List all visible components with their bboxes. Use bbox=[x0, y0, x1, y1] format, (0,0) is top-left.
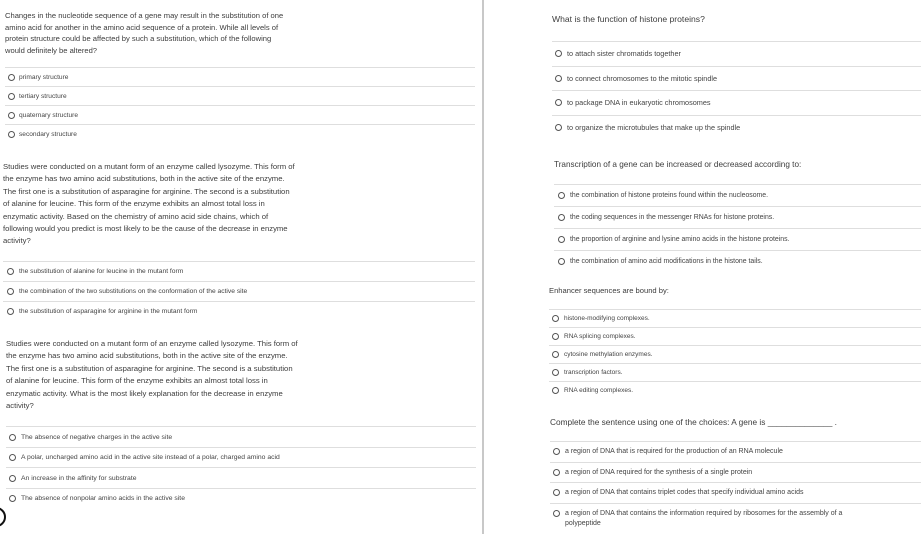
option-label: the combination of the two substitutions on the conformation of the active site bbox=[19, 287, 248, 295]
radio-button[interactable] bbox=[555, 124, 562, 131]
answer-option[interactable] bbox=[552, 90, 921, 115]
radio-button[interactable] bbox=[552, 387, 559, 394]
radio-button[interactable] bbox=[552, 315, 559, 322]
option-label: a region of DNA that contains triplet codes that specify individual amino acids bbox=[565, 489, 804, 497]
option-label: to organize the microtubules that make up the spindle bbox=[567, 122, 741, 132]
radio-button[interactable] bbox=[553, 448, 560, 455]
answer-option[interactable] bbox=[5, 124, 475, 143]
answer-option[interactable] bbox=[554, 250, 921, 272]
answer-option[interactable] bbox=[552, 115, 921, 140]
question-block bbox=[550, 416, 921, 531]
radio-button[interactable] bbox=[555, 50, 562, 57]
question-block bbox=[554, 159, 921, 272]
option-label: transcription factors. bbox=[564, 369, 623, 376]
option-label: the combination of histone proteins found within the nucleosome. bbox=[570, 192, 769, 199]
radio-button[interactable] bbox=[9, 495, 16, 502]
radio-button[interactable] bbox=[553, 510, 560, 517]
options-list bbox=[554, 184, 921, 272]
option-label: a region of DNA required for the synthesis of a single protein bbox=[565, 468, 753, 476]
option-label: A polar, uncharged amino acid in the active site instead of a polar, charged amino acid bbox=[21, 454, 280, 462]
question-block bbox=[5, 10, 475, 143]
option-label: RNA splicing complexes. bbox=[564, 333, 636, 340]
radio-button[interactable] bbox=[7, 268, 14, 275]
question-text: Complete the sentence using one of the choices: A gene is ______________ . bbox=[550, 417, 837, 427]
option-label: histone-modifying complexes. bbox=[564, 315, 650, 322]
right-column bbox=[484, 0, 921, 534]
option-label: to attach sister chromatids together bbox=[567, 49, 681, 59]
option-label: to package DNA in eukaryotic chromosomes bbox=[567, 98, 711, 108]
option-label: to connect chromosomes to the mitotic spindle bbox=[567, 73, 718, 83]
question-block bbox=[549, 285, 921, 399]
answer-option[interactable] bbox=[5, 86, 475, 105]
radio-button[interactable] bbox=[8, 74, 15, 81]
question-text: Changes in the nucleotide sequence of a gene may result in the substitution of one amino acid for another in the amino acid sequence of a protein. While all levels of protein structure could be affected by such a substitution, which of the following would definitely be altered? bbox=[5, 11, 284, 55]
radio-button[interactable] bbox=[558, 192, 565, 199]
answer-option[interactable] bbox=[552, 66, 921, 91]
radio-button[interactable] bbox=[9, 434, 16, 441]
question-text: Transcription of a gene can be increased or decreased according to: bbox=[554, 160, 802, 169]
option-label: a region of DNA that is required for the production of an RNA molecule bbox=[565, 448, 783, 456]
option-label: a region of DNA that contains the information required by ribosomes for the assembly of a polypeptide bbox=[565, 509, 843, 527]
question-text: Studies were conducted on a mutant form of an enzyme called lysozyme. This form of the enzyme has two amino acid substitutions, both in the active site of the enzyme. The first one is a substitution of asparagine for arginine. The second is a substitution of alanine for leucine. This form of the enzyme exhibits an almost total loss in enzymatic activity. What is the most likely explanation for the decrease in enzyme activity? bbox=[6, 339, 298, 411]
answer-option[interactable] bbox=[549, 345, 921, 363]
answer-option[interactable] bbox=[6, 426, 476, 447]
answer-option[interactable] bbox=[5, 105, 475, 124]
radio-button[interactable] bbox=[552, 369, 559, 376]
question-block bbox=[3, 161, 475, 321]
answer-option[interactable] bbox=[6, 488, 476, 509]
answer-option[interactable] bbox=[549, 363, 921, 381]
radio-button[interactable] bbox=[558, 236, 565, 243]
answer-option[interactable] bbox=[550, 441, 921, 462]
radio-button[interactable] bbox=[558, 214, 565, 221]
option-label: the coding sequences in the messenger RNAs for histone proteins. bbox=[570, 214, 775, 221]
answer-option[interactable] bbox=[550, 482, 921, 503]
radio-button[interactable] bbox=[552, 351, 559, 358]
option-label: cytosine methylation enzymes. bbox=[564, 351, 653, 358]
question-text: Studies were conducted on a mutant form of an enzyme called lysozyme. This form of the enzyme has two amino acid substitutions, both in the active site of the enzyme. The first one is a substitution of asparagine for arginine. The second is a substitution of alanine for leucine. This form of the enzyme exhibits an almost total loss in enzymatic activity. Based on the chemistry of amino acid side chains, which of following would you predict is most likely to be the cause of the decrease in enzyme activity? bbox=[3, 162, 295, 246]
radio-button[interactable] bbox=[9, 475, 16, 482]
answer-option[interactable] bbox=[6, 447, 476, 468]
option-label: An increase in the affinity for substrate bbox=[21, 474, 137, 482]
answer-option[interactable] bbox=[5, 67, 475, 86]
radio-button[interactable] bbox=[552, 333, 559, 340]
option-label: RNA editing complexes. bbox=[564, 387, 634, 394]
option-label: quaternary structure bbox=[19, 111, 79, 119]
option-label: the substitution of asparagine for arginine in the mutant form bbox=[19, 307, 198, 315]
radio-button[interactable] bbox=[8, 112, 15, 119]
answer-option[interactable] bbox=[552, 41, 921, 66]
radio-button[interactable] bbox=[8, 131, 15, 138]
radio-button[interactable] bbox=[555, 99, 562, 106]
radio-button[interactable] bbox=[7, 308, 14, 315]
option-label: the proportion of arginine and lysine amino acids in the histone proteins. bbox=[570, 236, 790, 243]
answer-option[interactable] bbox=[554, 184, 921, 206]
option-label: primary structure bbox=[19, 73, 69, 81]
option-label: the substitution of alanine for leucine in the mutant form bbox=[19, 267, 184, 275]
answer-option[interactable] bbox=[3, 281, 475, 301]
options-list bbox=[5, 67, 475, 143]
answer-option[interactable] bbox=[554, 228, 921, 250]
radio-button[interactable] bbox=[9, 454, 16, 461]
question-text: Enhancer sequences are bound by: bbox=[549, 286, 669, 295]
question-text: What is the function of histone proteins? bbox=[552, 14, 705, 24]
option-label: The absence of negative charges in the active site bbox=[21, 433, 173, 441]
answer-option[interactable] bbox=[6, 467, 476, 488]
radio-button[interactable] bbox=[7, 288, 14, 295]
options-list bbox=[3, 261, 475, 321]
radio-button[interactable] bbox=[558, 258, 565, 265]
answer-option[interactable] bbox=[549, 327, 921, 345]
answer-option[interactable] bbox=[549, 309, 921, 327]
option-label: secondary structure bbox=[19, 130, 77, 138]
answer-option[interactable] bbox=[3, 261, 475, 281]
option-label: The absence of nonpolar amino acids in the active site bbox=[21, 495, 185, 503]
options-list bbox=[549, 309, 921, 399]
option-label: tertiary structure bbox=[19, 92, 67, 100]
radio-button[interactable] bbox=[553, 469, 560, 476]
circle-icon bbox=[0, 507, 6, 527]
question-block bbox=[552, 13, 921, 139]
answer-option[interactable] bbox=[554, 206, 921, 228]
answer-option[interactable] bbox=[3, 301, 475, 321]
radio-button[interactable] bbox=[553, 489, 560, 496]
answer-option[interactable] bbox=[550, 462, 921, 483]
answer-option[interactable] bbox=[549, 381, 921, 399]
answer-option[interactable] bbox=[550, 503, 921, 531]
question-block bbox=[6, 338, 476, 508]
radio-button[interactable] bbox=[555, 75, 562, 82]
radio-button[interactable] bbox=[8, 93, 15, 100]
option-label: the combination of amino acid modifications in the histone tails. bbox=[570, 258, 763, 265]
options-list bbox=[550, 441, 921, 531]
options-list bbox=[6, 426, 476, 508]
options-list bbox=[552, 41, 921, 139]
